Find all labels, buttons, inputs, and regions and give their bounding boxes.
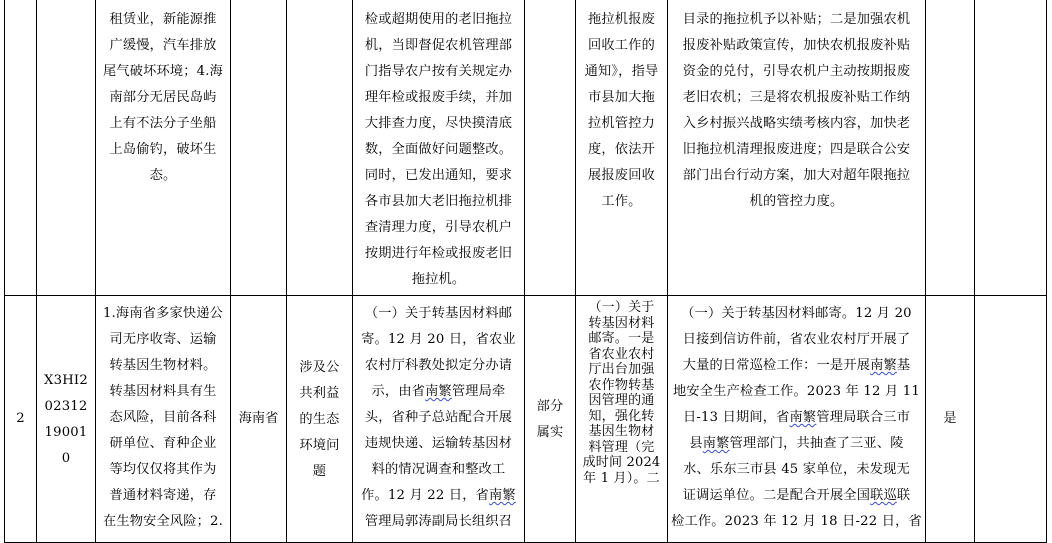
row2-measures-cell [576,296,668,543]
row2-measures-line: 料管理（完 [588,439,655,455]
row1-result-line: 入乡村振兴战略实绩考核内容，加快老 [682,116,911,131]
row2-progress-line: 寄。12 月 20 日，省农业 [361,332,516,347]
row2-region: 海南省 [238,411,279,426]
row1-result-line: 旧拖拉机清理报废进度；四是联合公安 [682,142,911,157]
row1-verdict-cell [525,0,576,296]
row1-measures-cell [576,0,668,296]
row1-progress-line: 查清理力度，引导农机户 [364,220,513,235]
row1-measures-line: 市县加大拖 [588,90,655,105]
row2-measures-line: （一）关于 [588,300,655,315]
row2-issue-line: 司无序收寄、运输 [109,332,217,347]
row2-verdict-text [525,394,575,446]
row1-issue-line: 租赁业，新能源推 [109,12,217,27]
row1-measures-line: 工作。 [601,194,642,209]
row1-result-line: 资金的兑付，引导农机户主动按期报废 [682,64,911,79]
row1-code-cell [37,0,96,296]
row1-progress-text [353,7,524,293]
row1-progress-line: 拖拉机。 [411,272,466,287]
row2-progress-line: 料的情况调查和整改工 [371,462,506,477]
row2-result-line: 证调运单位。二是配合开展全国联巡联 [682,488,911,503]
row1-measures-line: 通知》，指导 [584,64,659,79]
row1-progress-line: 同时，已发出通知，要求 [364,168,513,183]
row2-measures-line: 基因生物材 [588,424,655,439]
row2-measures-line: 成时间 2024 [582,455,661,470]
row2-index: 2 [16,411,25,426]
row1-measures-line: 展报废回收 [588,168,655,183]
row2-issue-line: 研单位、育种企业 [109,436,217,451]
row2-measures-line: 转基因材料 [588,315,655,331]
row2-result-line: 水、乐东三市县 45 家单位，未发现无 [683,462,910,477]
row2-issue-line: 等均仅仅将其作为 [109,462,217,477]
row2-code-line: 0 [61,451,71,466]
row2-type-text [287,355,352,485]
row1-index-cell [4,0,37,296]
row2-issue-line: 1.海南省多家快递公 [102,306,224,321]
row2-result-line: 县南繁管理部门，共抽查了三亚、陵 [689,436,904,451]
row2-code-text [37,368,95,472]
row2-code-line: 02312 [44,399,88,414]
row1-result-line: 报废补贴政策宣传，加快农机报废补贴 [682,38,911,53]
row2-index-cell [4,296,37,543]
row2-result-line: 地安全生产检查工作。2023 年 12 月 11 [673,384,920,399]
row2-progress-line: （一）关于转基因材料邮 [364,306,513,321]
row1-progress-line: 门指导农户按有关规定办 [364,64,513,79]
row2-type-line: 题 [312,464,327,479]
row1-type-cell [287,0,353,296]
row1-issue-line: 态。 [149,168,177,183]
row1-extra-cell [975,0,1047,296]
row2-result-line: （一）关于转基因材料邮寄。12 月 20 [681,306,912,321]
row2-type-line: 的生态 [299,412,340,427]
row1-issue-line: 上有不法分子坐船 [109,116,217,131]
row2-measures-line: 年 1 月）。二 [583,470,660,486]
row1-issue-line: 广缓慢，汽车排放 [109,38,217,53]
row1-measures-line: 拖拉机报废 [588,12,655,27]
row1-region-cell [231,0,287,296]
row2-type-cell [287,296,353,543]
row2-issue-line: 普通材料寄递，存 [109,488,217,503]
row2-result-line: 检工作。2023 年 12 月 18 日-22 日，省 [671,514,922,529]
row1-progress-line: 按期进行年检或报废老旧 [364,246,513,261]
row2-flag: 是 [943,411,957,426]
row1-result-line: 老旧农机；三是将农机报废补贴工作纳 [682,90,911,105]
row1-flag-cell [926,0,975,296]
row2-progress-line: 违规快递、运输转基因材 [364,436,513,451]
row1-progress-line: 理年检或报废手续，并加 [364,90,513,105]
row2-result-cell [668,296,926,543]
row2-issue-line: 转基因材料具有生 [109,384,217,399]
row2-measures-line: 厅出台加强 [588,362,655,377]
row2-measures-line: 因管理的通 [588,393,655,408]
row1-measures-line: 度，依法开 [588,142,655,157]
row1-issue-cell [96,0,231,296]
row2-verdict-cell [525,296,576,543]
row1-progress-line: 数，全面做好问题整改。 [364,142,513,157]
row1-result-line: 目录的拖拉机予以补贴；二是加强农机 [682,12,911,27]
row2-verdict-line: 部分 [536,399,564,414]
row2-type-line: 涉及公 [299,360,340,375]
row2-progress-line: 管理局郭涛副局长组织召 [364,514,513,529]
row2-code-line: X3HI2 [44,373,88,388]
row2-flag-cell [926,296,975,543]
row2-result-text [668,301,925,535]
row1-issue-line: 南部分无居民岛屿 [109,90,217,105]
row2-code-line: 19001 [44,425,88,440]
row2-type-line: 环境问 [299,438,340,453]
row2-progress-line: 示，由省南繁管理局牵 [371,384,506,399]
row1-measures-line: 回收工作的 [588,38,655,53]
row1-result-cell [668,0,926,296]
row1-issue-line: 上岛偷钓，破坏生 [109,142,217,157]
row1-progress-line: 各市县加大老旧拖拉机排 [364,194,513,209]
row2-code-cell [37,296,96,543]
row2-progress-line: 作。12 月 22 日，省南繁 [361,488,516,503]
row2-progress-line: 头，省种子总站配合开展 [364,410,513,425]
row1-result-line: 机的管控力度。 [749,194,844,209]
row2-result-line: 大量的日常巡检工作：一是开展南繁基 [682,358,911,373]
row2-progress-text [353,301,524,535]
row2-type-line: 共利益 [299,386,340,401]
row2-issue-text [96,301,230,535]
row2-measures-line: 邮寄。一是 [588,331,655,346]
row1-result-text [668,7,925,215]
row2-progress-line: 农村厅科教处拟定分办请 [364,358,513,373]
row2-region-cell [231,296,287,543]
row1-issue-line: 尾气破坏环境；4.海 [102,64,224,79]
row2-result-line: 日接到信访件前，省农业农村厅开展了 [682,332,911,347]
row2-issue-line: 态风险，目前各科 [109,410,217,425]
row2-measures-line: 省农业农村 [588,346,655,362]
row2-measures-line: 农作物转基 [588,377,655,393]
row2-issue-cell [96,296,231,543]
row2-result-line: 日-13 日期间，省南繁管理局联合三市 [682,410,911,425]
row1-measures-line: 拉机管控力 [588,116,655,131]
row1-measures-text [576,7,667,215]
row2-verdict-line: 属实 [536,425,564,440]
row2-progress-cell [353,296,525,543]
row1-progress-line: 检或超期使用的老旧拖拉 [364,12,513,27]
row1-issue-text [96,7,230,189]
row1-progress-line: 机，当即督促农机管理部 [364,38,513,53]
row2-measures-text [576,300,667,486]
row2-measures-line: 知，强化转 [588,408,655,424]
row2-issue-line: 转基因生物材料。 [109,358,217,373]
row1-result-line: 部门出台行动方案，加大对超年限拖拉 [682,168,911,183]
row1-progress-line: 大排查力度，尽快摸清底 [364,116,513,131]
row2-extra-cell [975,296,1047,543]
row1-progress-cell [353,0,525,296]
row2-issue-line: 在生物安全风险；2. [102,514,224,529]
